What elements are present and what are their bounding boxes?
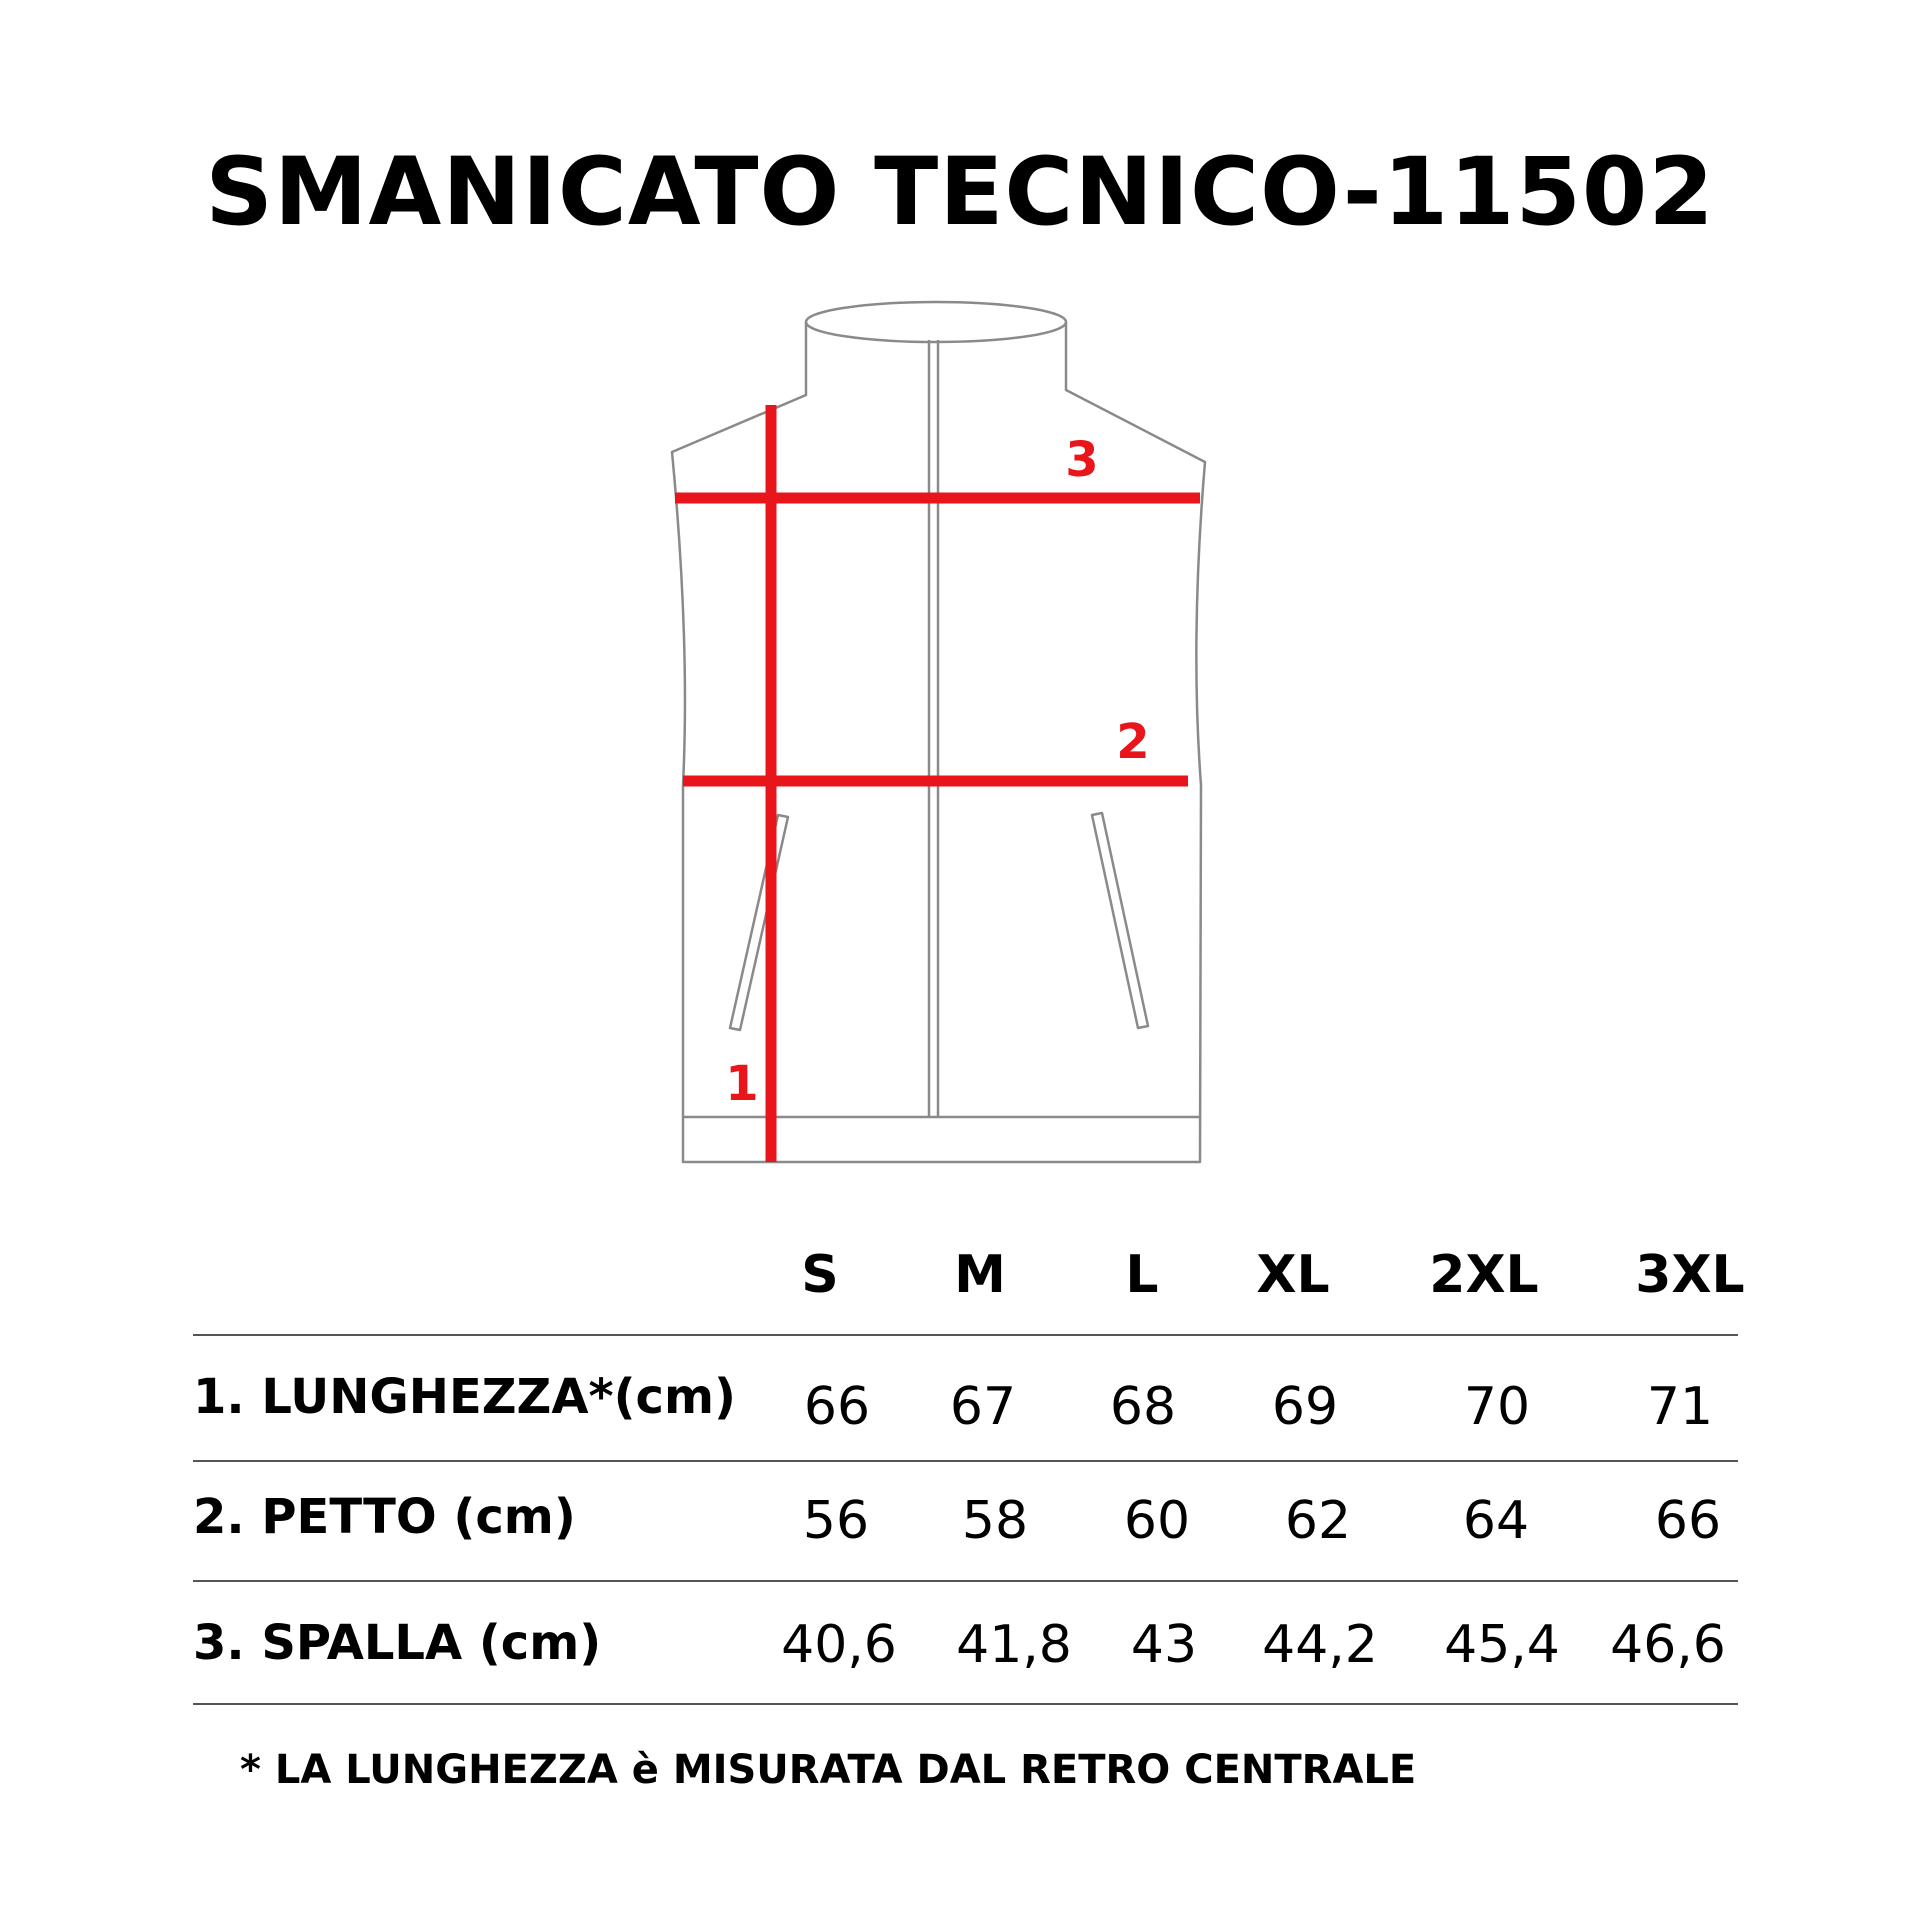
collar-top: [806, 302, 1066, 342]
pocket-left: [730, 815, 788, 1030]
footnote: * LA LUNGHEZZA è MISURATA DAL RETRO CENTRALE: [240, 1747, 1417, 1793]
table-divider: [193, 1334, 1738, 1336]
table-cell: 41,8: [956, 1615, 1072, 1675]
table-divider: [193, 1580, 1738, 1582]
table-divider: [193, 1703, 1738, 1705]
size-header-m: M: [954, 1245, 1006, 1305]
table-cell: 60: [1123, 1491, 1191, 1551]
table-cell: 67: [949, 1377, 1017, 1437]
size-header-2xl: 2XL: [1429, 1245, 1539, 1305]
size-header-s: S: [801, 1245, 839, 1305]
marker-1: 1: [725, 1056, 759, 1112]
size-header-3xl: 3XL: [1635, 1245, 1745, 1305]
page-title: SMANICATO TECNICO-11502: [205, 138, 1715, 247]
row-label-lunghezza: 1. LUNGHEZZA*(cm): [193, 1369, 736, 1425]
table-cell: 46,6: [1610, 1615, 1726, 1675]
table-cell: 70: [1463, 1377, 1531, 1437]
table-cell: 71: [1646, 1377, 1714, 1437]
table-cell: 40,6: [781, 1615, 897, 1675]
table-divider: [193, 1460, 1738, 1462]
table-cell: 44,2: [1262, 1615, 1378, 1675]
table-cell: 69: [1271, 1377, 1339, 1437]
row-label-spalla: 3. SPALLA (cm): [193, 1615, 602, 1671]
table-cell: 43: [1130, 1615, 1198, 1675]
table-cell: 64: [1462, 1491, 1530, 1551]
row-label-petto: 2. PETTO (cm): [193, 1489, 576, 1545]
table-cell: 66: [1654, 1491, 1722, 1551]
table-cell: 58: [961, 1491, 1029, 1551]
table-cell: 45,4: [1444, 1615, 1560, 1675]
table-cell: 56: [802, 1491, 870, 1551]
table-cell: 68: [1109, 1377, 1177, 1437]
marker-3: 3: [1065, 432, 1099, 488]
table-cell: 66: [803, 1377, 871, 1437]
pocket-right: [1092, 813, 1148, 1028]
marker-2: 2: [1116, 714, 1150, 770]
size-header-xl: XL: [1256, 1245, 1330, 1305]
table-cell: 62: [1284, 1491, 1352, 1551]
size-header-l: L: [1125, 1245, 1159, 1305]
